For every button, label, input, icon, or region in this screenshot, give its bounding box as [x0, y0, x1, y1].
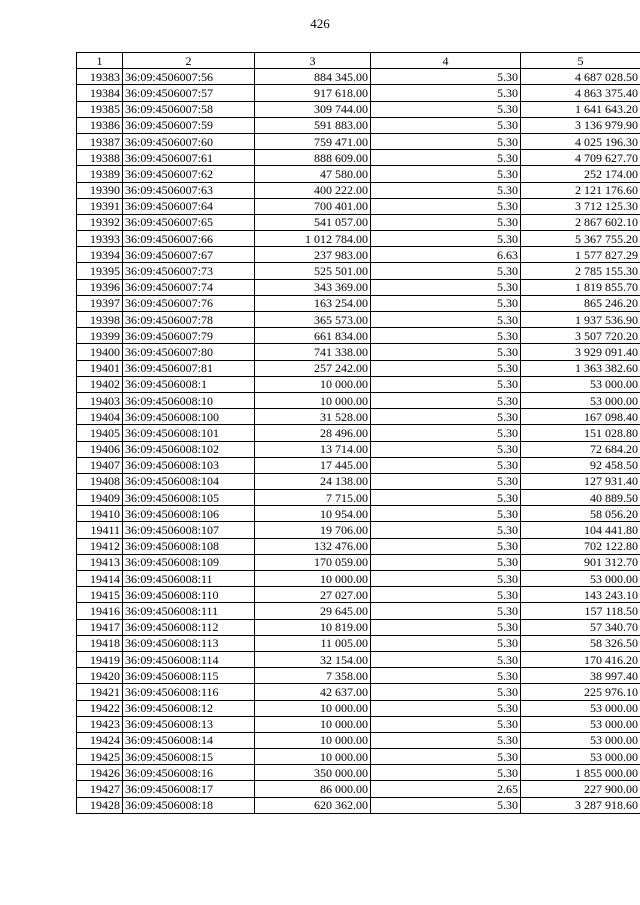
area-value-cell: 32 154.00	[255, 651, 371, 667]
rate-cell: 5.30	[371, 360, 521, 376]
table-row	[77, 344, 640, 360]
cadastral-number-cell: 36:09:4506008:16	[123, 765, 255, 781]
rate-cell: 5.30	[371, 312, 521, 328]
cadastral-number-cell: 36:09:4506008:104	[123, 473, 255, 489]
rate-cell: 5.30	[371, 797, 521, 813]
table-row	[77, 182, 640, 198]
cadastral-number-cell: 36:09:4506008:18	[123, 797, 255, 813]
table-row	[77, 279, 640, 295]
rate-cell: 5.30	[371, 101, 521, 117]
row-number-cell: 19393	[77, 231, 123, 247]
total-value-cell: 901 312.70	[521, 554, 640, 570]
total-value-cell: 127 931.40	[521, 473, 640, 489]
row-number-cell: 19390	[77, 182, 123, 198]
area-value-cell: 888 609.00	[255, 150, 371, 166]
rate-cell: 5.30	[371, 279, 521, 295]
row-number-cell: 19395	[77, 263, 123, 279]
cadastral-number-cell: 36:09:4506008:112	[123, 619, 255, 635]
rate-cell: 2.65	[371, 781, 521, 797]
area-value-cell: 7 358.00	[255, 668, 371, 684]
row-number-cell: 19391	[77, 198, 123, 214]
rate-cell: 5.30	[371, 765, 521, 781]
area-value-cell: 661 834.00	[255, 328, 371, 344]
cadastral-number-cell: 36:09:4506007:63	[123, 182, 255, 198]
area-value-cell: 10 000.00	[255, 376, 371, 392]
table-row	[77, 263, 640, 279]
table-row	[77, 603, 640, 619]
rate-cell: 5.30	[371, 457, 521, 473]
row-number-cell: 19428	[77, 797, 123, 813]
rate-cell: 6.63	[371, 247, 521, 263]
cadastral-number-cell: 36:09:4506008:11	[123, 571, 255, 587]
cadastral-number-cell: 36:09:4506008:110	[123, 587, 255, 603]
area-value-cell: 27 027.00	[255, 587, 371, 603]
row-number-cell: 19407	[77, 457, 123, 473]
row-number-cell: 19403	[77, 392, 123, 408]
row-number-cell: 19388	[77, 150, 123, 166]
rate-cell: 5.30	[371, 684, 521, 700]
cadastral-number-cell: 36:09:4506007:65	[123, 214, 255, 230]
total-value-cell: 3 507 720.20	[521, 328, 640, 344]
cadastral-number-cell: 36:09:4506007:76	[123, 295, 255, 311]
cadastral-number-cell: 36:09:4506008:101	[123, 425, 255, 441]
cadastral-number-cell: 36:09:4506007:81	[123, 360, 255, 376]
table-row	[77, 425, 640, 441]
total-value-cell: 5 367 755.20	[521, 231, 640, 247]
total-value-cell: 1 363 382.60	[521, 360, 640, 376]
area-value-cell: 700 401.00	[255, 198, 371, 214]
total-value-cell: 157 118.50	[521, 603, 640, 619]
cadastral-number-cell: 36:09:4506008:17	[123, 781, 255, 797]
area-value-cell: 24 138.00	[255, 473, 371, 489]
rate-cell: 5.30	[371, 571, 521, 587]
rate-cell: 5.30	[371, 231, 521, 247]
area-value-cell: 86 000.00	[255, 781, 371, 797]
row-number-cell: 19412	[77, 538, 123, 554]
row-number-cell: 19389	[77, 166, 123, 182]
table-row	[77, 85, 640, 101]
table-row	[77, 749, 640, 765]
table-header-row	[77, 53, 640, 69]
area-value-cell: 10 000.00	[255, 749, 371, 765]
area-value-cell: 365 573.00	[255, 312, 371, 328]
cadastral-number-cell: 36:09:4506007:66	[123, 231, 255, 247]
row-number-cell: 19420	[77, 668, 123, 684]
area-value-cell: 525 501.00	[255, 263, 371, 279]
table-row	[77, 490, 640, 506]
table-row	[77, 668, 640, 684]
row-number-cell: 19415	[77, 587, 123, 603]
total-value-cell: 53 000.00	[521, 376, 640, 392]
total-value-cell: 1 641 643.20	[521, 101, 640, 117]
cadastral-number-cell: 36:09:4506008:107	[123, 522, 255, 538]
total-value-cell: 3 929 091.40	[521, 344, 640, 360]
cadastral-number-cell: 36:09:4506008:10	[123, 392, 255, 408]
table-row	[77, 571, 640, 587]
cadastral-number-cell: 36:09:4506008:105	[123, 490, 255, 506]
total-value-cell: 58 326.50	[521, 635, 640, 651]
area-value-cell: 11 005.00	[255, 635, 371, 651]
row-number-cell: 19414	[77, 571, 123, 587]
area-value-cell: 19 706.00	[255, 522, 371, 538]
area-value-cell: 42 637.00	[255, 684, 371, 700]
rate-cell: 5.30	[371, 619, 521, 635]
cadastral-number-cell: 36:09:4506008:108	[123, 538, 255, 554]
total-value-cell: 170 416.20	[521, 651, 640, 667]
area-value-cell: 917 618.00	[255, 85, 371, 101]
table-row	[77, 69, 640, 85]
cadastral-number-cell: 36:09:4506008:100	[123, 409, 255, 425]
area-value-cell: 13 714.00	[255, 441, 371, 457]
rate-cell: 5.30	[371, 328, 521, 344]
column-header: 2	[123, 53, 255, 69]
row-number-cell: 19386	[77, 117, 123, 133]
area-value-cell: 309 744.00	[255, 101, 371, 117]
row-number-cell: 19384	[77, 85, 123, 101]
row-number-cell: 19416	[77, 603, 123, 619]
table-row	[77, 765, 640, 781]
rate-cell: 5.30	[371, 603, 521, 619]
area-value-cell: 47 580.00	[255, 166, 371, 182]
area-value-cell: 10 954.00	[255, 506, 371, 522]
total-value-cell: 3 136 979.90	[521, 117, 640, 133]
table-row	[77, 150, 640, 166]
cadastral-number-cell: 36:09:4506007:62	[123, 166, 255, 182]
total-value-cell: 72 684.20	[521, 441, 640, 457]
area-value-cell: 10 000.00	[255, 716, 371, 732]
table-row	[77, 554, 640, 570]
cadastral-number-cell: 36:09:4506008:113	[123, 635, 255, 651]
row-number-cell: 19409	[77, 490, 123, 506]
row-number-cell: 19424	[77, 732, 123, 748]
table-row	[77, 700, 640, 716]
table-row	[77, 328, 640, 344]
row-number-cell: 19405	[77, 425, 123, 441]
row-number-cell: 19427	[77, 781, 123, 797]
area-value-cell: 884 345.00	[255, 69, 371, 85]
table-body	[77, 69, 640, 814]
area-value-cell: 170 059.00	[255, 554, 371, 570]
area-value-cell: 400 222.00	[255, 182, 371, 198]
rate-cell: 5.30	[371, 522, 521, 538]
total-value-cell: 3 712 125.30	[521, 198, 640, 214]
total-value-cell: 2 121 176.60	[521, 182, 640, 198]
cadastral-number-cell: 36:09:4506007:57	[123, 85, 255, 101]
total-value-cell: 4 025 196.30	[521, 133, 640, 149]
area-value-cell: 1 012 784.00	[255, 231, 371, 247]
area-value-cell: 31 528.00	[255, 409, 371, 425]
area-value-cell: 17 445.00	[255, 457, 371, 473]
rate-cell: 5.30	[371, 749, 521, 765]
row-number-cell: 19421	[77, 684, 123, 700]
row-number-cell: 19426	[77, 765, 123, 781]
cadastral-number-cell: 36:09:4506007:61	[123, 150, 255, 166]
cadastral-number-cell: 36:09:4506008:111	[123, 603, 255, 619]
table-row	[77, 538, 640, 554]
row-number-cell: 19418	[77, 635, 123, 651]
area-value-cell: 163 254.00	[255, 295, 371, 311]
cadastral-number-cell: 36:09:4506007:60	[123, 133, 255, 149]
cadastral-number-cell: 36:09:4506008:13	[123, 716, 255, 732]
table-row	[77, 376, 640, 392]
area-value-cell: 10 000.00	[255, 700, 371, 716]
row-number-cell: 19419	[77, 651, 123, 667]
rate-cell: 5.30	[371, 344, 521, 360]
table-row	[77, 295, 640, 311]
rate-cell: 5.30	[371, 538, 521, 554]
rate-cell: 5.30	[371, 490, 521, 506]
cadastral-number-cell: 36:09:4506008:114	[123, 651, 255, 667]
area-value-cell: 237 983.00	[255, 247, 371, 263]
total-value-cell: 2 867 602.10	[521, 214, 640, 230]
area-value-cell: 10 000.00	[255, 392, 371, 408]
area-value-cell: 10 000.00	[255, 571, 371, 587]
total-value-cell: 865 246.20	[521, 295, 640, 311]
row-number-cell: 19397	[77, 295, 123, 311]
table-row	[77, 312, 640, 328]
cadastral-number-cell: 36:09:4506007:58	[123, 101, 255, 117]
cadastral-number-cell: 36:09:4506007:73	[123, 263, 255, 279]
rate-cell: 5.30	[371, 85, 521, 101]
total-value-cell: 227 900.00	[521, 781, 640, 797]
total-value-cell: 53 000.00	[521, 392, 640, 408]
total-value-cell: 1 937 536.90	[521, 312, 640, 328]
table-row	[77, 651, 640, 667]
total-value-cell: 702 122.80	[521, 538, 640, 554]
table-row	[77, 619, 640, 635]
rate-cell: 5.30	[371, 668, 521, 684]
total-value-cell: 167 098.40	[521, 409, 640, 425]
row-number-cell: 19423	[77, 716, 123, 732]
cadastral-number-cell: 36:09:4506007:56	[123, 69, 255, 85]
rate-cell: 5.30	[371, 295, 521, 311]
table-row	[77, 587, 640, 603]
table-row	[77, 684, 640, 700]
row-number-cell: 19387	[77, 133, 123, 149]
row-number-cell: 19401	[77, 360, 123, 376]
total-value-cell: 1 577 827.29	[521, 247, 640, 263]
total-value-cell: 40 889.50	[521, 490, 640, 506]
rate-cell: 5.30	[371, 441, 521, 457]
area-value-cell: 541 057.00	[255, 214, 371, 230]
table-row	[77, 166, 640, 182]
row-number-cell: 19399	[77, 328, 123, 344]
table-row	[77, 506, 640, 522]
row-number-cell: 19422	[77, 700, 123, 716]
rate-cell: 5.30	[371, 473, 521, 489]
rate-cell: 5.30	[371, 635, 521, 651]
rate-cell: 5.30	[371, 133, 521, 149]
cadastral-number-cell: 36:09:4506007:74	[123, 279, 255, 295]
data-table	[76, 52, 640, 814]
table-row	[77, 247, 640, 263]
rate-cell: 5.30	[371, 425, 521, 441]
area-value-cell: 10 819.00	[255, 619, 371, 635]
row-number-cell: 19406	[77, 441, 123, 457]
cadastral-number-cell: 36:09:4506008:14	[123, 732, 255, 748]
total-value-cell: 252 174.00	[521, 166, 640, 182]
row-number-cell: 19400	[77, 344, 123, 360]
total-value-cell: 3 287 918.60	[521, 797, 640, 813]
rate-cell: 5.30	[371, 166, 521, 182]
area-value-cell: 29 645.00	[255, 603, 371, 619]
rate-cell: 5.30	[371, 69, 521, 85]
area-value-cell: 28 496.00	[255, 425, 371, 441]
area-value-cell: 741 338.00	[255, 344, 371, 360]
row-number-cell: 19404	[77, 409, 123, 425]
cadastral-number-cell: 36:09:4506007:59	[123, 117, 255, 133]
column-header: 3	[255, 53, 371, 69]
area-value-cell: 132 476.00	[255, 538, 371, 554]
rate-cell: 5.30	[371, 700, 521, 716]
table-row	[77, 133, 640, 149]
rate-cell: 5.30	[371, 214, 521, 230]
cadastral-number-cell: 36:09:4506008:116	[123, 684, 255, 700]
rate-cell: 5.30	[371, 587, 521, 603]
table-row	[77, 457, 640, 473]
row-number-cell: 19385	[77, 101, 123, 117]
total-value-cell: 53 000.00	[521, 749, 640, 765]
table-row	[77, 231, 640, 247]
row-number-cell: 19398	[77, 312, 123, 328]
rate-cell: 5.30	[371, 150, 521, 166]
total-value-cell: 57 340.70	[521, 619, 640, 635]
total-value-cell: 1 855 000.00	[521, 765, 640, 781]
row-number-cell: 19410	[77, 506, 123, 522]
table-row	[77, 360, 640, 376]
total-value-cell: 53 000.00	[521, 716, 640, 732]
cadastral-number-cell: 36:09:4506008:1	[123, 376, 255, 392]
area-value-cell: 257 242.00	[255, 360, 371, 376]
total-value-cell: 1 819 855.70	[521, 279, 640, 295]
column-header: 1	[77, 53, 123, 69]
row-number-cell: 19425	[77, 749, 123, 765]
cadastral-number-cell: 36:09:4506008:106	[123, 506, 255, 522]
cadastral-number-cell: 36:09:4506008:115	[123, 668, 255, 684]
total-value-cell: 58 056.20	[521, 506, 640, 522]
rate-cell: 5.30	[371, 554, 521, 570]
cadastral-number-cell: 36:09:4506007:80	[123, 344, 255, 360]
table-row	[77, 781, 640, 797]
area-value-cell: 350 000.00	[255, 765, 371, 781]
total-value-cell: 4 863 375.40	[521, 85, 640, 101]
rate-cell: 5.30	[371, 732, 521, 748]
table-row	[77, 441, 640, 457]
area-value-cell: 10 000.00	[255, 732, 371, 748]
table-row	[77, 392, 640, 408]
row-number-cell: 19392	[77, 214, 123, 230]
row-number-cell: 19408	[77, 473, 123, 489]
cadastral-number-cell: 36:09:4506008:12	[123, 700, 255, 716]
total-value-cell: 53 000.00	[521, 732, 640, 748]
column-header: 4	[371, 53, 521, 69]
column-header: 5	[521, 53, 640, 69]
row-number-cell: 19417	[77, 619, 123, 635]
row-number-cell: 19383	[77, 69, 123, 85]
rate-cell: 5.30	[371, 409, 521, 425]
table-row	[77, 101, 640, 117]
table-row	[77, 198, 640, 214]
total-value-cell: 2 785 155.30	[521, 263, 640, 279]
area-value-cell: 343 369.00	[255, 279, 371, 295]
table-row	[77, 117, 640, 133]
table-row	[77, 797, 640, 813]
total-value-cell: 4 709 627.70	[521, 150, 640, 166]
row-number-cell: 19411	[77, 522, 123, 538]
row-number-cell: 19396	[77, 279, 123, 295]
rate-cell: 5.30	[371, 263, 521, 279]
rate-cell: 5.30	[371, 651, 521, 667]
cadastral-number-cell: 36:09:4506007:78	[123, 312, 255, 328]
rate-cell: 5.30	[371, 506, 521, 522]
cadastral-number-cell: 36:09:4506007:67	[123, 247, 255, 263]
cadastral-number-cell: 36:09:4506008:102	[123, 441, 255, 457]
cadastral-number-cell: 36:09:4506007:64	[123, 198, 255, 214]
total-value-cell: 104 441.80	[521, 522, 640, 538]
rate-cell: 5.30	[371, 376, 521, 392]
area-value-cell: 591 883.00	[255, 117, 371, 133]
table-row	[77, 473, 640, 489]
total-value-cell: 225 976.10	[521, 684, 640, 700]
rate-cell: 5.30	[371, 182, 521, 198]
rate-cell: 5.30	[371, 716, 521, 732]
row-number-cell: 19413	[77, 554, 123, 570]
total-value-cell: 151 028.80	[521, 425, 640, 441]
area-value-cell: 620 362.00	[255, 797, 371, 813]
area-value-cell: 7 715.00	[255, 490, 371, 506]
table-row	[77, 409, 640, 425]
cadastral-number-cell: 36:09:4506008:15	[123, 749, 255, 765]
cadastral-number-cell: 36:09:4506008:109	[123, 554, 255, 570]
total-value-cell: 53 000.00	[521, 571, 640, 587]
area-value-cell: 759 471.00	[255, 133, 371, 149]
rate-cell: 5.30	[371, 392, 521, 408]
rate-cell: 5.30	[371, 117, 521, 133]
total-value-cell: 92 458.50	[521, 457, 640, 473]
table-row	[77, 522, 640, 538]
total-value-cell: 53 000.00	[521, 700, 640, 716]
table-row	[77, 214, 640, 230]
table-row	[77, 635, 640, 651]
total-value-cell: 38 997.40	[521, 668, 640, 684]
cadastral-number-cell: 36:09:4506008:103	[123, 457, 255, 473]
total-value-cell: 143 243.10	[521, 587, 640, 603]
page-number: 426	[310, 16, 330, 31]
cadastral-number-cell: 36:09:4506007:79	[123, 328, 255, 344]
rate-cell: 5.30	[371, 198, 521, 214]
table-row	[77, 732, 640, 748]
row-number-cell: 19394	[77, 247, 123, 263]
total-value-cell: 4 687 028.50	[521, 69, 640, 85]
table-row	[77, 716, 640, 732]
row-number-cell: 19402	[77, 376, 123, 392]
